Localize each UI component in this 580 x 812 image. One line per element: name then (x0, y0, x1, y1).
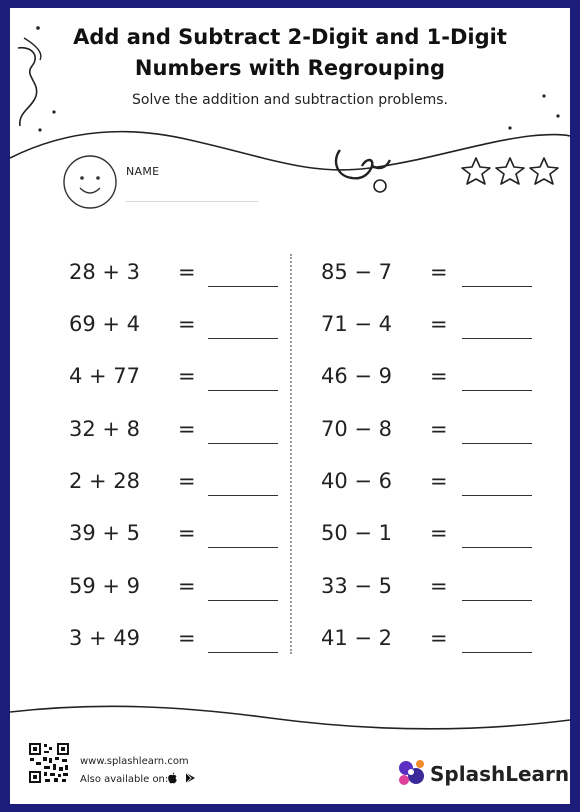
answer-blank[interactable] (208, 495, 278, 496)
answer-blank[interactable] (462, 547, 532, 548)
problem-expression: 69 + 4 (68, 312, 140, 336)
answer-blank[interactable] (462, 443, 532, 444)
problem-expression: 70 − 8 (320, 417, 392, 441)
equals-sign: = (178, 312, 196, 336)
star-icon (530, 158, 558, 184)
dot-decoration (52, 110, 55, 113)
answer-blank[interactable] (208, 547, 278, 548)
problem-expression: 2 + 28 (68, 469, 140, 493)
equals-sign: = (430, 626, 448, 650)
website-link[interactable]: www.splashlearn.com (80, 756, 189, 767)
equals-sign: = (178, 364, 196, 388)
store-icons (167, 772, 196, 787)
available-on-label: Also available on: (80, 774, 169, 785)
answer-blank[interactable] (208, 443, 278, 444)
problem-expression: 50 − 1 (320, 521, 392, 545)
dot-decoration (556, 114, 559, 117)
problem-expression: 59 + 9 (68, 574, 140, 598)
problem-expression: 4 + 77 (68, 364, 140, 388)
equals-sign: = (430, 521, 448, 545)
answer-blank[interactable] (462, 600, 532, 601)
equals-sign: = (430, 260, 448, 284)
instructions-text: Solve the addition and subtraction problems. (132, 92, 448, 108)
answer-blank[interactable] (462, 338, 532, 339)
answer-blank[interactable] (208, 600, 278, 601)
dot-decoration (38, 128, 41, 131)
equals-sign: = (430, 312, 448, 336)
equals-sign: = (178, 521, 196, 545)
answer-blank[interactable] (462, 390, 532, 391)
name-field-line[interactable] (126, 201, 258, 202)
swirl-decoration (336, 150, 390, 192)
answer-blank[interactable] (208, 338, 278, 339)
problem-expression: 85 − 7 (320, 260, 392, 284)
dot-decoration (508, 126, 511, 129)
footer-curve (10, 698, 570, 738)
brand-name: SplashLearn (430, 762, 570, 786)
equals-sign: = (430, 417, 448, 441)
equals-sign: = (178, 469, 196, 493)
title-line-1: Add and Subtract 2-Digit and 1-Digit (73, 25, 507, 49)
answer-blank[interactable] (208, 390, 278, 391)
title-line-2: Numbers with Regrouping (134, 56, 446, 80)
answer-blank[interactable] (208, 652, 278, 653)
problem-expression: 33 − 5 (320, 574, 392, 598)
worksheet-title (10, 22, 570, 84)
problem-expression: 32 + 8 (68, 417, 140, 441)
equals-sign: = (178, 626, 196, 650)
worksheet-page (10, 8, 570, 804)
name-label: NAME (126, 165, 160, 178)
problem-expression: 41 − 2 (320, 626, 392, 650)
equals-sign: = (430, 469, 448, 493)
equals-sign: = (430, 574, 448, 598)
problem-expression: 46 − 9 (320, 364, 392, 388)
apple-icon[interactable] (167, 772, 178, 784)
equals-sign: = (178, 260, 196, 284)
splashlearn-logo-icon (396, 758, 428, 788)
play-store-icon[interactable] (185, 772, 196, 784)
problem-expression: 28 + 3 (68, 260, 140, 284)
problem-expression: 71 − 4 (320, 312, 392, 336)
equals-sign: = (178, 574, 196, 598)
answer-blank[interactable] (208, 286, 278, 287)
problem-expression: 3 + 49 (68, 626, 140, 650)
equals-sign: = (430, 364, 448, 388)
star-icon (496, 158, 524, 184)
qr-code-icon (28, 742, 70, 784)
answer-blank[interactable] (462, 286, 532, 287)
problem-expression: 39 + 5 (68, 521, 140, 545)
answer-blank[interactable] (462, 652, 532, 653)
problem-expression: 40 − 6 (320, 469, 392, 493)
star-icon (462, 158, 490, 184)
answer-blank[interactable] (462, 495, 532, 496)
equals-sign: = (178, 417, 196, 441)
smiley-face-icon (64, 156, 116, 208)
